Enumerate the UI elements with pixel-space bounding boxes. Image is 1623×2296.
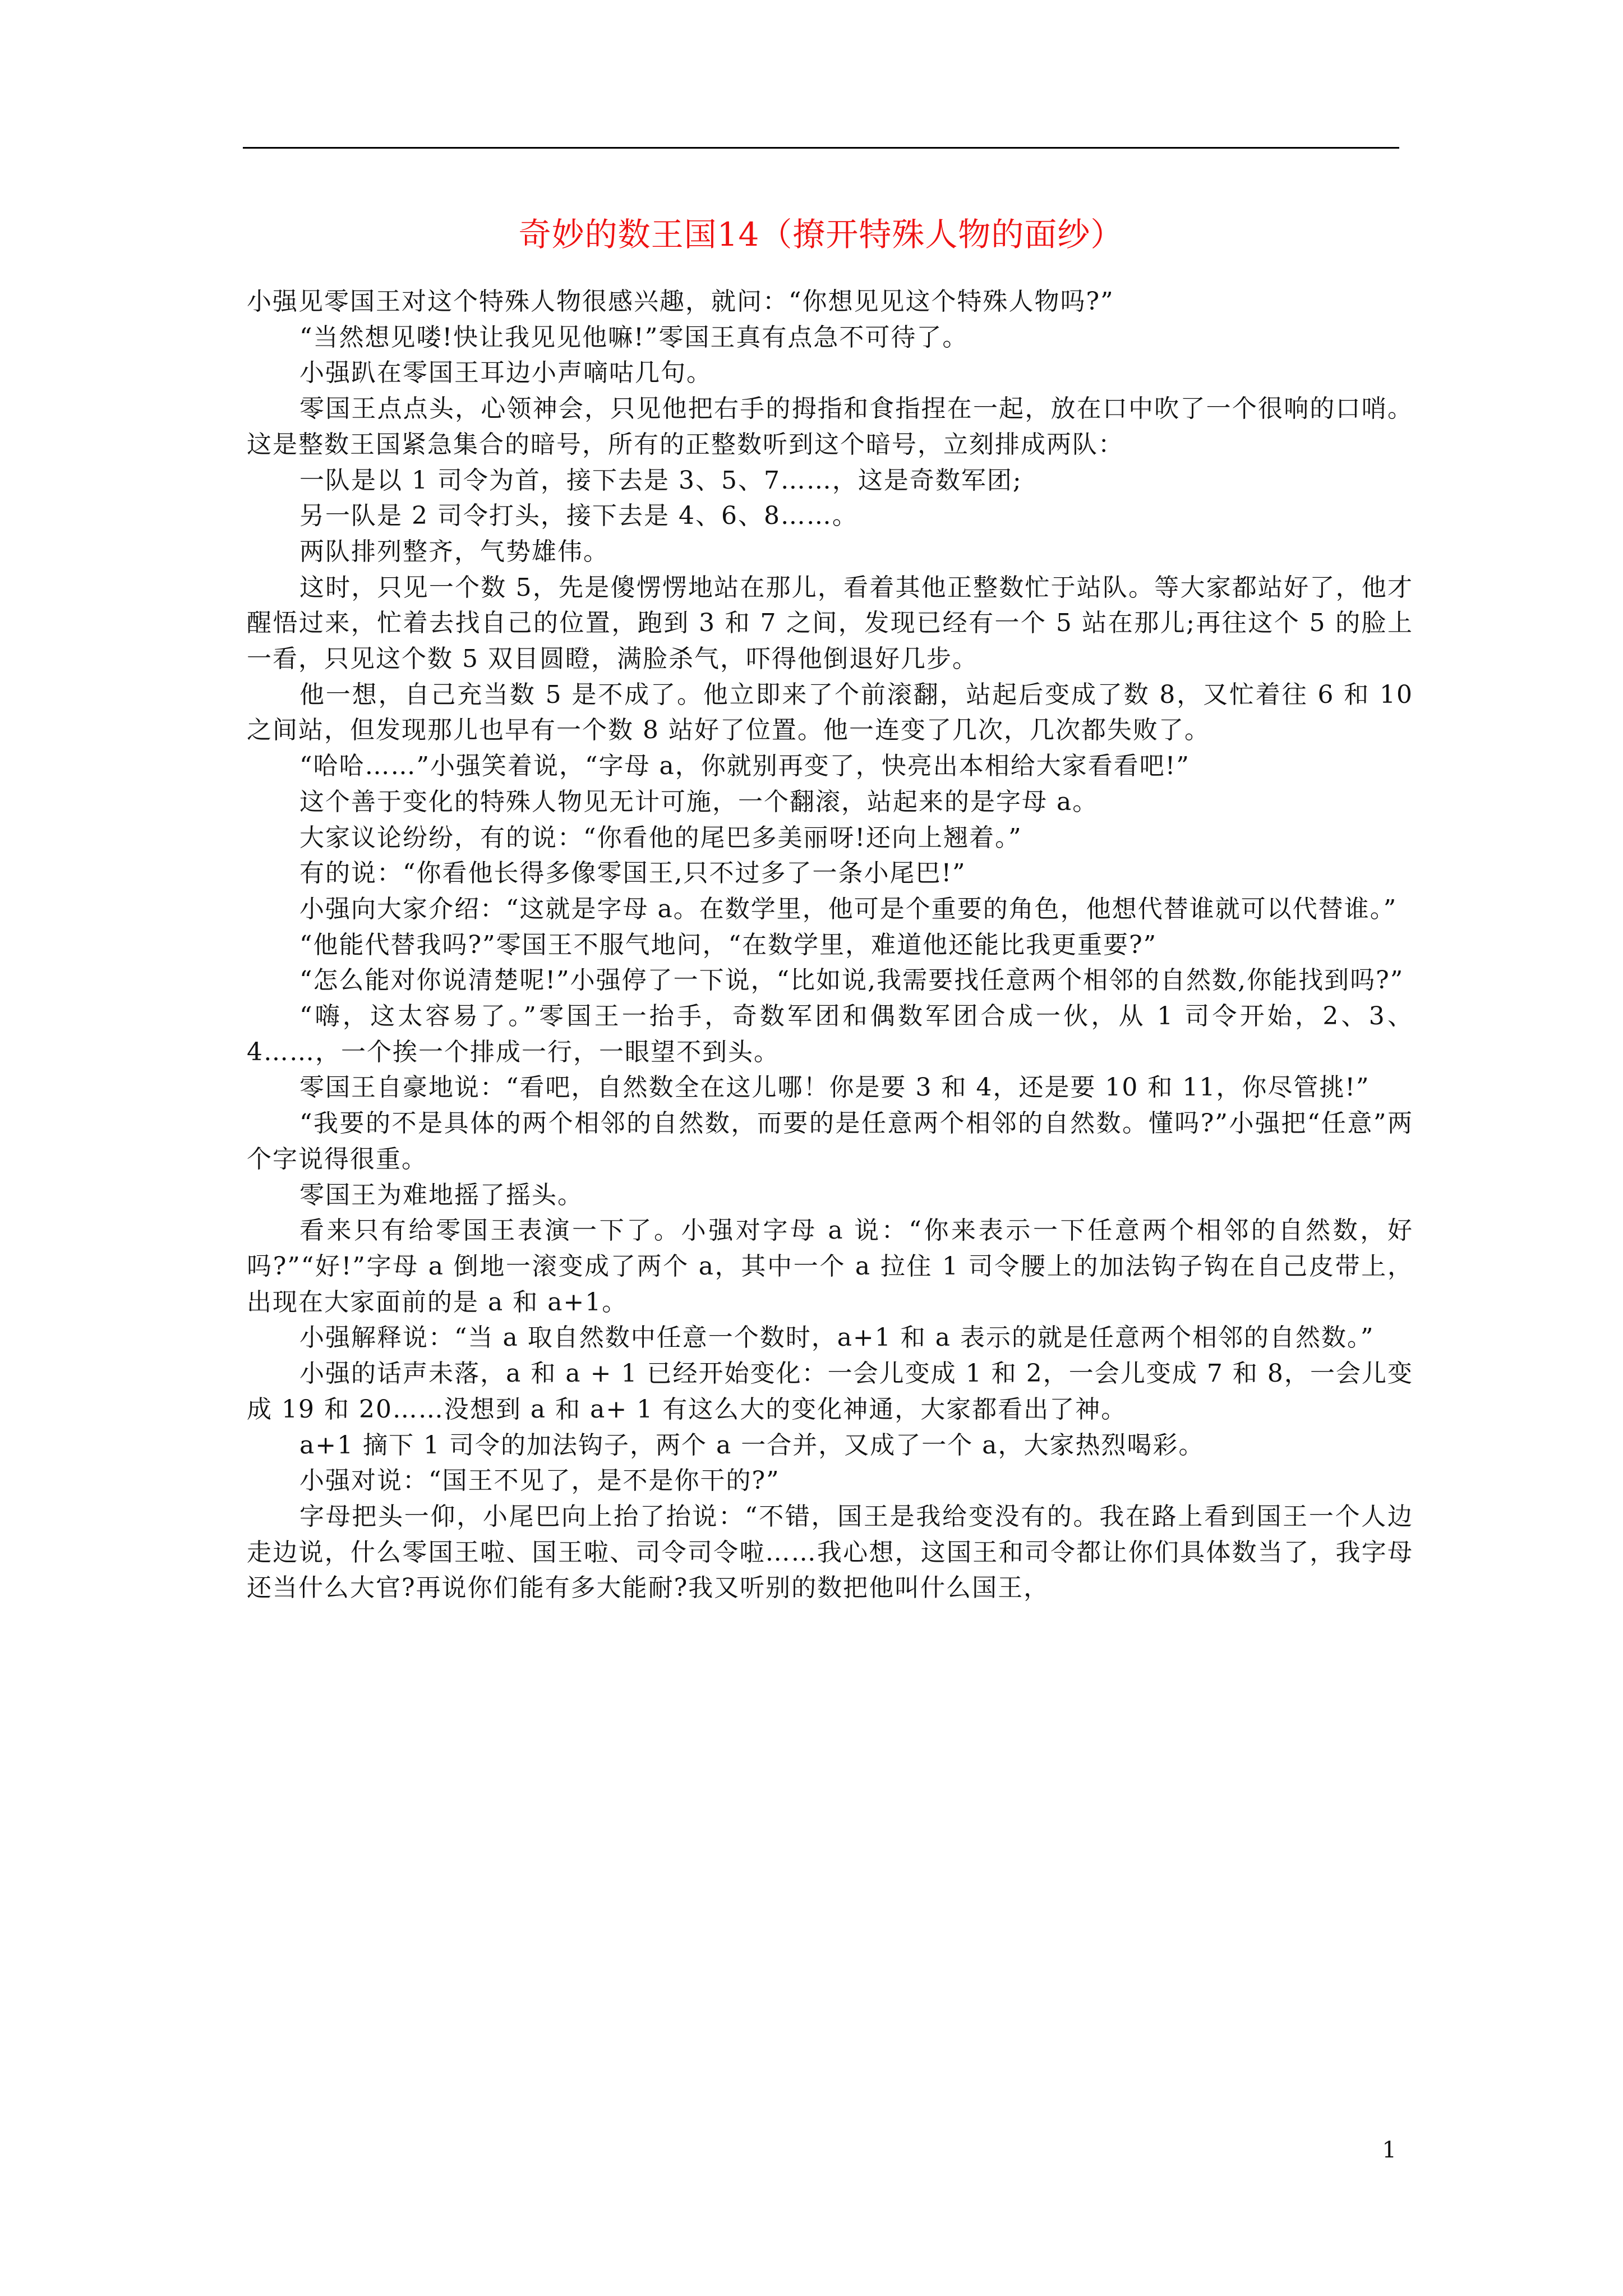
paragraph: 一队是以 1 司令为首，接下去是 3、5、7……，这是奇数军团; [299,466,1022,495]
paragraph: 有的说：“你看他长得多像零国王,只不过多了一条小尾巴!” [299,859,966,888]
paragraph: a+1 摘下 1 司令的加法钩子，两个 a 一合并，又成了一个 a，大家热烈喝彩。 [299,1430,1205,1460]
paragraph: 小强向大家介绍：“这就是字母 a。在数学里，他可是个重要的角色，他想代替谁就可以代替谁。” [299,894,1398,923]
paragraph: “嗨，这太容易了。”零国王一抬手，奇数军团和偶数军团合成一伙，从 1 司令开始，2、3、4……，一个挨一个排成一行，一眼望不到头。 [247,1002,1413,1066]
paragraph: 小强趴在零国王耳边小声嘀咕几句。 [299,358,712,388]
paragraph: “当然想见喽!快让我见见他嘛!”零国王真有点急不可待了。 [299,323,969,352]
paragraph: 字母把头一仰，小尾巴向上抬了抬说：“不错，国王是我给变没有的。我在路上看到国王一个人边走边说，什么零国王啦、国王啦、司令司令啦……我心想，这国王和司令都让你们具体数当了，我字母还当什么大官?再说你们能有多大能耐?我又听别的数把他叫什么国王， [247,1502,1413,1603]
paragraph: 大家议论纷纷，有的说：“你看他的尾巴多美丽呀!还向上翘着。” [299,823,1022,852]
paragraph: 小强见零国王对这个特殊人物很感兴趣，就问：“你想见见这个特殊人物吗?” [247,287,1114,316]
paragraph: 零国王自豪地说：“看吧，自然数全在这儿哪！你是要 3 和 4，还是要 10 和 11，你尽管挑!” [299,1073,1370,1102]
paragraph: 零国王为难地摇了摇头。 [299,1180,583,1209]
paragraph: 小强的话声未落，a 和 a + 1 已经开始变化：一会儿变成 1 和 2，一会儿变成 7 和 8，一会儿变成 19 和 20……没想到 a 和 a+ 1 有这么大的变化神通，大家都看出了神。 [247,1359,1413,1424]
paragraph: 小强解释说：“当 a 取自然数中任意一个数时，a+1 和 a 表示的就是任意两个相邻的自然数。” [299,1323,1375,1352]
header-rule [243,147,1399,149]
paragraph: “他能代替我吗?”零国王不服气地问，“在数学里，难道他还能比我更重要?” [299,930,1158,959]
page-number: 1 [1382,2137,1396,2163]
paragraph: “怎么能对你说清楚呢!”小强停了一下说，“比如说,我需要找任意两个相邻的自然数,你能找到吗?” [299,966,1404,995]
paragraph: 零国王点点头，心领神会，只见他把右手的拇指和食指捏在一起，放在口中吹了一个很响的口哨。这是整数王国紧急集合的暗号，所有的正整数听到这个暗号，立刻排成两队： [247,394,1413,459]
paragraph: 另一队是 2 司令打头，接下去是 4、6、8……。 [299,501,858,531]
paragraph: 这个善于变化的特殊人物见无计可施，一个翻滚，站起来的是字母 a。 [299,787,1099,816]
document-title: 奇妙的数王国14（撩开特殊人物的面纱） [518,215,1124,254]
paragraph: 小强对说：“国王不见了，是不是你干的?” [299,1466,780,1496]
paragraph: “哈哈……”小强笑着说，“字母 a，你就别再变了，快亮出本相给大家看看吧!” [299,752,1190,781]
paragraph: “我要的不是具体的两个相邻的自然数，而要的是任意两个相邻的自然数。懂吗?”小强把“任意”两个字说得很重。 [247,1109,1413,1174]
paragraph: 两队排列整齐，气势雄伟。 [299,537,609,566]
document-body [247,284,1413,1606]
paragraph: 这时，只见一个数 5，先是傻愣愣地站在那儿，看着其他正整数忙于站队。等大家都站好了，他才醒悟过来，忙着去找自己的位置，跑到 3 和 7 之间，发现已经有一个 5 站在那儿;再往这个 5 的脸上一看，只见这个数 5 双目圆瞪，满脸杀气，吓得他倒退好几步。 [247,573,1413,674]
paragraph: 看来只有给零国王表演一下了。小强对字母 a 说：“你来表示一下任意两个相邻的自然数，好吗?”“好!”字母 a 倒地一滚变成了两个 a，其中一个 a 拉住 1 司令腰上的加法钩子钩在自己皮带上，出现在大家面前的是 a 和 a+1。 [247,1216,1413,1317]
paragraph: 他一想，自己充当数 5 是不成了。他立即来了个前滚翻，站起后变成了数 8，又忙着往 6 和 10 之间站，但发现那儿也早有一个数 8 站好了位置。他一连变了几次，几次都失败了。 [247,680,1413,745]
